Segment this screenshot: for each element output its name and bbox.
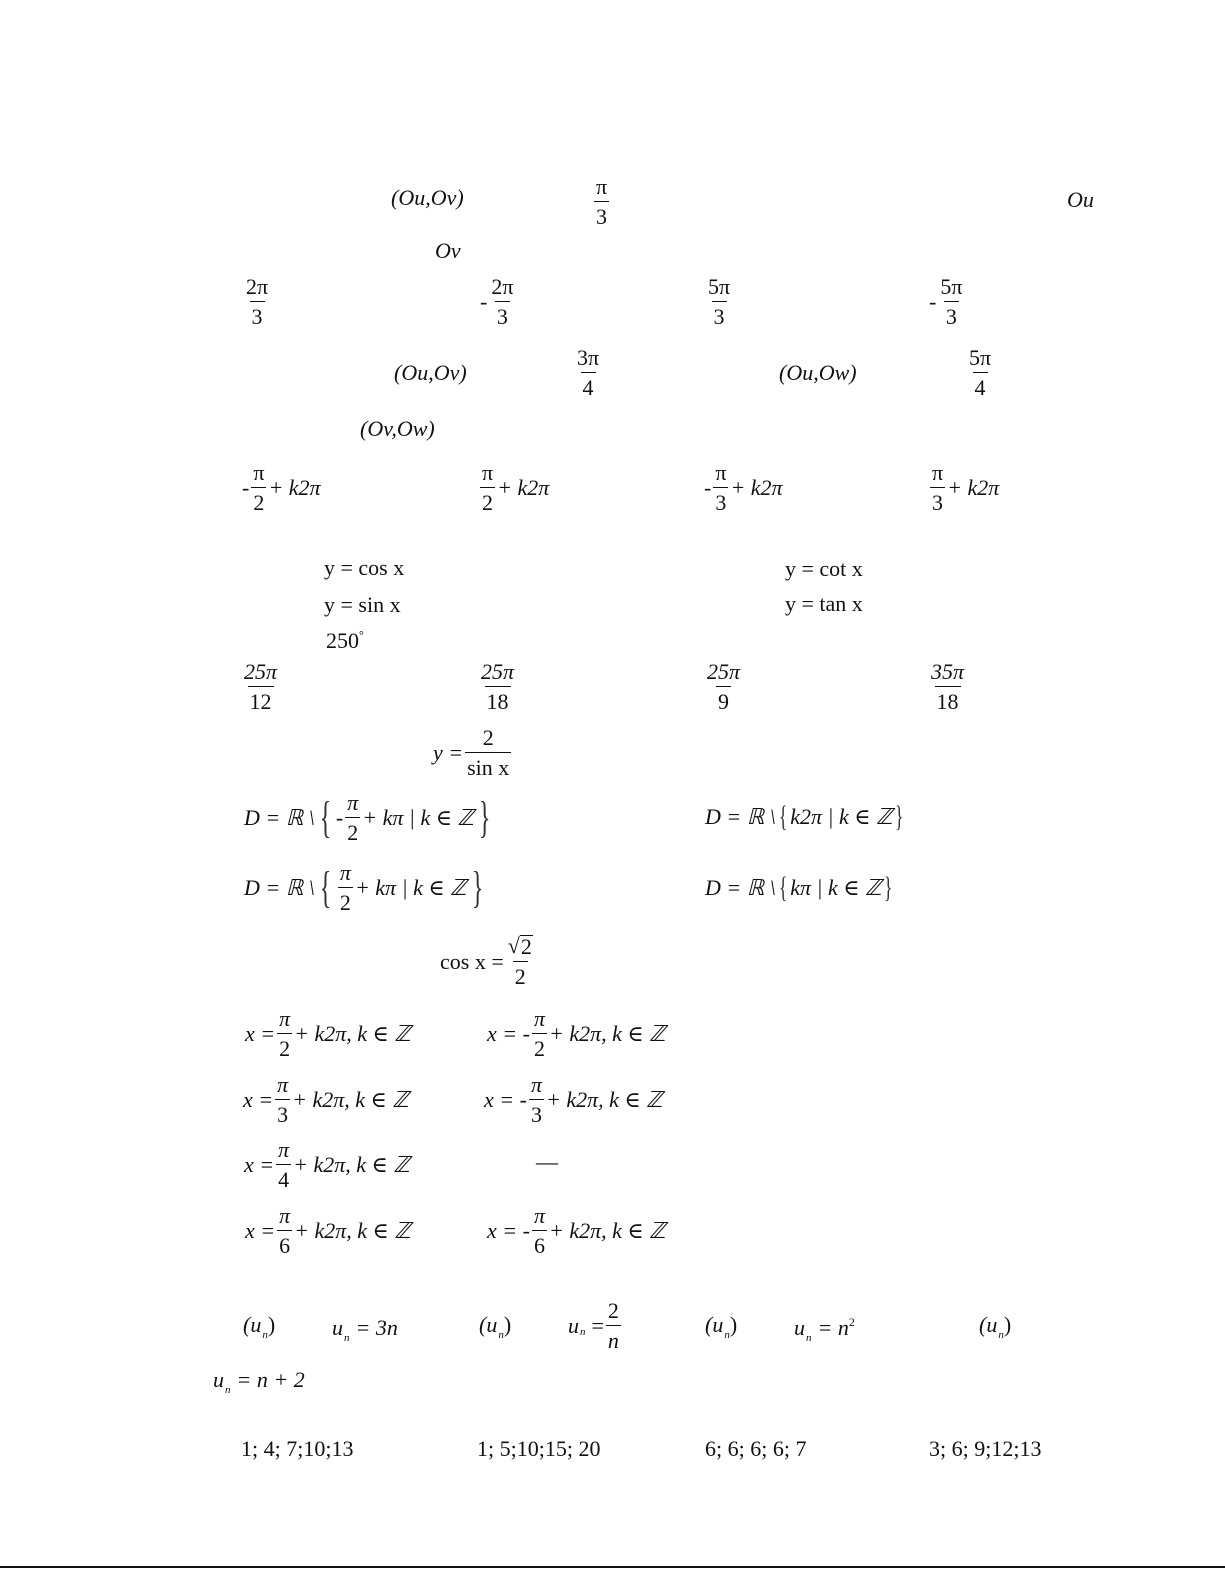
- q7-seq-c-sub: n: [724, 1329, 730, 1341]
- q1-option-c-den: 3: [712, 301, 727, 328]
- q6-b-right-lhs: x = -: [484, 1087, 527, 1112]
- q7-def-a: [332, 1315, 398, 1344]
- q5-option-c-close-brace: }: [471, 863, 483, 913]
- q5-option-a-num: π: [347, 790, 359, 815]
- q6-c-left-fraction: [276, 1139, 291, 1191]
- q7-seq-c: [705, 1312, 738, 1341]
- q7-def-b: [568, 1300, 623, 1352]
- q5-option-a-den: 2: [345, 817, 360, 844]
- q7-option-a[interactable]: 1; 4; 7;10;13: [241, 1436, 354, 1461]
- q6-option-b-left[interactable]: [243, 1074, 409, 1126]
- q6-c-left-tail: + k2π, k ∈ ℤ: [293, 1152, 410, 1177]
- q5-option-c-den: 2: [338, 887, 353, 914]
- q6-equation-fraction: [506, 935, 535, 988]
- q4-angle-value: 250: [326, 628, 359, 653]
- q3-option-d[interactable]: y = tan x: [785, 591, 863, 616]
- q7-def-a-u: u: [332, 1315, 343, 1340]
- q2-option-a-fraction: [251, 462, 266, 514]
- q5-option-c-fraction: [338, 862, 353, 914]
- q7-seq-c-close: ): [729, 1312, 738, 1337]
- q4-option-b-den: 18: [485, 686, 511, 713]
- q5-option-a-prefix: D = ℝ \: [244, 805, 315, 830]
- q6-option-c-left[interactable]: [244, 1139, 410, 1191]
- q2-angle1-fraction: [575, 347, 601, 399]
- q6-equation: [440, 935, 537, 988]
- q7-def-b-fraction: [606, 1300, 621, 1352]
- q4-option-b[interactable]: [479, 661, 516, 713]
- q6-c-left-den: 4: [276, 1164, 291, 1191]
- q6-b-left-lhs: x =: [243, 1087, 274, 1112]
- q2-option-c-den: 3: [713, 487, 728, 514]
- q7-seq-a-open: (u: [243, 1312, 262, 1337]
- q2-option-a-den: 2: [251, 487, 266, 514]
- q7-seq-b-sub: n: [498, 1329, 504, 1341]
- q2-angle2-num: 5π: [969, 345, 992, 370]
- q6-sqrt-radicand: 2: [520, 934, 532, 959]
- q7-def-d: [213, 1367, 305, 1396]
- q6-a-left-den: 2: [277, 1033, 292, 1060]
- q6-a-left-tail: + k2π, k ∈ ℤ: [294, 1021, 411, 1046]
- q1-option-d-den: 3: [944, 301, 959, 328]
- q2-angle2-den: 4: [973, 372, 988, 399]
- q4-option-c-num: 25π: [707, 659, 741, 684]
- q1-axis-ov: Ov: [435, 238, 461, 263]
- q5-option-b-open-brace: {: [778, 800, 788, 833]
- q2-option-c-sign: -: [704, 475, 712, 500]
- q6-a-right-tail: + k2π, k ∈ ℤ: [548, 1021, 666, 1046]
- q2-option-b-tail: + k2π: [497, 475, 550, 500]
- q7-def-a-sub: n: [344, 1332, 350, 1344]
- q2-option-c-tail: + k2π: [730, 475, 783, 500]
- q1-angle-fraction: [594, 176, 609, 228]
- q5-option-a[interactable]: [244, 792, 495, 844]
- q6-sqrt: √ 2: [507, 933, 532, 959]
- q6-equation-den: 2: [513, 961, 528, 988]
- q6-c-left-num: π: [278, 1137, 290, 1162]
- q2-angle1-den: 4: [581, 372, 596, 399]
- q5-option-a-open-brace: {: [319, 793, 332, 843]
- q2-angle1-num: 3π: [577, 345, 600, 370]
- q5-option-c[interactable]: [244, 862, 488, 914]
- q6-b-left-num: π: [277, 1072, 289, 1097]
- q5-option-c-open-brace: {: [319, 863, 332, 913]
- q1-option-c[interactable]: [704, 276, 734, 328]
- q1-option-d-fraction: [938, 276, 964, 328]
- q5-option-b-prefix: D = ℝ \: [705, 803, 776, 829]
- q1-option-b[interactable]: [480, 276, 517, 328]
- q5-option-a-tail: + kπ | k ∈ ℤ: [362, 805, 474, 830]
- q2-pair-uv: (Ou,Ov): [394, 360, 467, 385]
- q7-seq-a-close: ): [267, 1312, 276, 1337]
- q7-seq-d-sub: n: [998, 1329, 1004, 1341]
- q5-function-lhs: y =: [433, 740, 464, 765]
- q1-option-b-sign: -: [480, 289, 488, 314]
- q7-seq-d-open: (u: [979, 1312, 998, 1337]
- q5-option-c-num: π: [339, 860, 351, 885]
- q5-option-b-close-brace: }: [895, 800, 904, 833]
- q4-option-d-den: 18: [935, 686, 961, 713]
- q7-seq-a: [243, 1312, 276, 1341]
- q4-option-d-num: 35π: [931, 659, 965, 684]
- q1-option-d-sign: -: [929, 289, 937, 314]
- q2-option-b[interactable]: [478, 462, 549, 514]
- q7-def-b-sub: n: [580, 1326, 586, 1338]
- q1-option-a-num: 2π: [246, 274, 269, 299]
- q6-b-right-tail: + k2π, k ∈ ℤ: [545, 1087, 663, 1112]
- q7-def-a-rhs: = 3n: [355, 1315, 398, 1340]
- q7-seq-b-close: ): [503, 1312, 512, 1337]
- q7-def-c-sub: n: [806, 1332, 812, 1344]
- q4-option-d[interactable]: [929, 661, 966, 713]
- q6-d-left-lhs: x =: [245, 1218, 276, 1243]
- q2-option-d[interactable]: [928, 462, 999, 514]
- q6-b-left-fraction: [275, 1074, 290, 1126]
- q6-a-right-fraction: [532, 1008, 547, 1060]
- q5-option-a-sign: -: [335, 805, 344, 830]
- q6-equation-lhs: cos x =: [440, 948, 504, 974]
- q7-seq-d-close: ): [1003, 1312, 1012, 1337]
- q4-option-a[interactable]: [242, 661, 279, 713]
- q4-option-b-num: 25π: [481, 659, 515, 684]
- q7-option-c[interactable]: 6; 6; 6; 6; 7: [705, 1436, 807, 1461]
- q6-d-right-den: 6: [532, 1230, 547, 1257]
- q6-b-left-den: 3: [275, 1099, 290, 1126]
- q6-a-right-lhs: x = -: [487, 1021, 530, 1046]
- q2-option-d-num: π: [932, 460, 944, 485]
- q6-b-left-tail: + k2π, k ∈ ℤ: [292, 1087, 409, 1112]
- q2-option-d-fraction: [930, 462, 945, 514]
- q6-d-right-tail: + k2π, k ∈ ℤ: [548, 1218, 666, 1243]
- q5-option-d[interactable]: [705, 871, 896, 904]
- q2-option-d-tail: + k2π: [947, 475, 1000, 500]
- q6-d-right-num: π: [533, 1203, 545, 1228]
- q6-option-a-left[interactable]: [245, 1008, 411, 1060]
- q7-seq-a-sub: n: [262, 1329, 268, 1341]
- q2-option-b-num: π: [482, 460, 494, 485]
- q7-def-d-sub: n: [225, 1384, 231, 1396]
- q2-option-b-den: 2: [480, 487, 495, 514]
- q5-option-b-body: k2π | k ∈ ℤ: [790, 803, 893, 829]
- q6-option-a-right[interactable]: [487, 1008, 666, 1060]
- q7-def-b-den: n: [606, 1325, 621, 1352]
- q6-a-left-num: π: [279, 1006, 291, 1031]
- q1-option-a-fraction: [244, 276, 270, 328]
- q6-d-right-fraction: [532, 1205, 547, 1257]
- q5-option-d-prefix: D = ℝ \: [705, 874, 776, 900]
- q5-option-d-close-brace: }: [884, 871, 893, 904]
- q2-option-a-tail: + k2π: [268, 475, 321, 500]
- q5-option-c-prefix: D = ℝ \: [244, 875, 315, 900]
- q2-option-a-sign: -: [242, 475, 250, 500]
- q1-axis-ou: Ou: [1067, 187, 1094, 212]
- q6-d-left-fraction: [277, 1205, 292, 1257]
- q4-option-c[interactable]: [705, 661, 742, 713]
- q4-degree-symbol: °: [359, 628, 364, 642]
- q7-def-c-rhs: = n: [817, 1315, 849, 1340]
- q2-option-c[interactable]: [704, 462, 783, 514]
- q3-option-b[interactable]: y = cot x: [785, 556, 863, 581]
- q1-option-d-num: 5π: [940, 274, 963, 299]
- q4-option-c-den: 9: [716, 686, 731, 713]
- q7-seq-b: [479, 1312, 512, 1341]
- q6-option-d-right[interactable]: [487, 1205, 666, 1257]
- q6-b-right-den: 3: [529, 1099, 544, 1126]
- q6-b-right-num: π: [530, 1072, 542, 1097]
- q7-def-b-u: u: [568, 1313, 579, 1338]
- q6-a-right-num: π: [533, 1006, 545, 1031]
- q4-option-a-num: 25π: [244, 659, 278, 684]
- q7-def-b-eq: =: [591, 1313, 604, 1338]
- q1-option-b-fraction: [489, 276, 515, 328]
- q7-seq-d: [979, 1312, 1012, 1341]
- q7-def-d-u: u: [213, 1367, 224, 1392]
- q7-def-c: [794, 1315, 855, 1344]
- q6-b-right-fraction: [529, 1074, 544, 1126]
- q6-d-right-lhs: x = -: [487, 1218, 530, 1243]
- q6-a-left-fraction: [277, 1008, 292, 1060]
- q6-c-left-lhs: x =: [244, 1152, 275, 1177]
- q7-seq-c-open: (u: [705, 1312, 724, 1337]
- q5-function-den: sin x: [465, 752, 511, 779]
- q1-option-a-den: 3: [250, 301, 265, 328]
- q6-option-d-left[interactable]: [245, 1205, 411, 1257]
- q1-option-b-den: 3: [495, 301, 510, 328]
- q1-option-c-fraction: [706, 276, 732, 328]
- q5-option-d-open-brace: {: [778, 871, 788, 904]
- q6-option-b-right[interactable]: [484, 1074, 663, 1126]
- q2-pair-vw: (Ov,Ow): [360, 416, 435, 441]
- q7-def-b-num: 2: [607, 1298, 619, 1323]
- q4-angle: [326, 630, 364, 652]
- q2-option-c-fraction: [713, 462, 728, 514]
- q2-option-d-den: 3: [930, 487, 945, 514]
- q6-d-left-num: π: [279, 1203, 291, 1228]
- q5-option-a-fraction: [345, 792, 360, 844]
- q6-a-right-den: 2: [532, 1033, 547, 1060]
- page-bottom-rule: [0, 1566, 1225, 1568]
- q6-d-left-den: 6: [277, 1230, 292, 1257]
- q7-def-c-sup: 2: [848, 1315, 855, 1329]
- q5-function-num: 2: [482, 725, 494, 750]
- q7-def-d-rhs: = n + 2: [236, 1367, 305, 1392]
- q1-option-a[interactable]: [242, 276, 272, 328]
- q2-option-c-num: π: [715, 460, 727, 485]
- q1-pair-uv: [391, 187, 464, 209]
- q2-option-a[interactable]: [242, 462, 321, 514]
- q7-def-c-u: u: [794, 1315, 805, 1340]
- q4-option-a-den: 12: [248, 686, 274, 713]
- q1-option-c-num: 5π: [708, 274, 731, 299]
- q2-option-a-num: π: [253, 460, 265, 485]
- q1-pair-uv-text: (Ou,Ov): [391, 185, 464, 210]
- q5-option-a-close-brace: }: [478, 793, 491, 843]
- q5-option-d-body: kπ | k ∈ ℤ: [790, 874, 882, 900]
- q3-option-c[interactable]: y = sin x: [324, 592, 401, 617]
- q7-seq-b-open: (u: [479, 1312, 498, 1337]
- q6-a-left-lhs: x =: [245, 1021, 276, 1046]
- q1-angle-num: π: [596, 174, 608, 199]
- q2-angle2-fraction: [967, 347, 993, 399]
- q2-pair-uw: (Ou,Ow): [779, 360, 857, 385]
- q6-option-c-dash: —: [536, 1149, 558, 1174]
- q7-option-b[interactable]: 1; 5;10;15; 20: [477, 1436, 601, 1461]
- q6-d-left-tail: + k2π, k ∈ ℤ: [294, 1218, 411, 1243]
- q1-option-d[interactable]: [929, 276, 966, 328]
- q1-angle-den: 3: [594, 201, 609, 228]
- q1-option-b-num: 2π: [491, 274, 514, 299]
- q3-option-a[interactable]: y = cos x: [324, 555, 405, 580]
- q5-function-fraction: [465, 727, 511, 779]
- q2-option-b-fraction: [480, 462, 495, 514]
- q5-option-b[interactable]: [705, 800, 907, 833]
- q7-option-d[interactable]: 3; 6; 9;12;13: [929, 1436, 1042, 1461]
- q5-function: [433, 727, 513, 779]
- q5-option-c-tail: + kπ | k ∈ ℤ: [354, 875, 467, 900]
